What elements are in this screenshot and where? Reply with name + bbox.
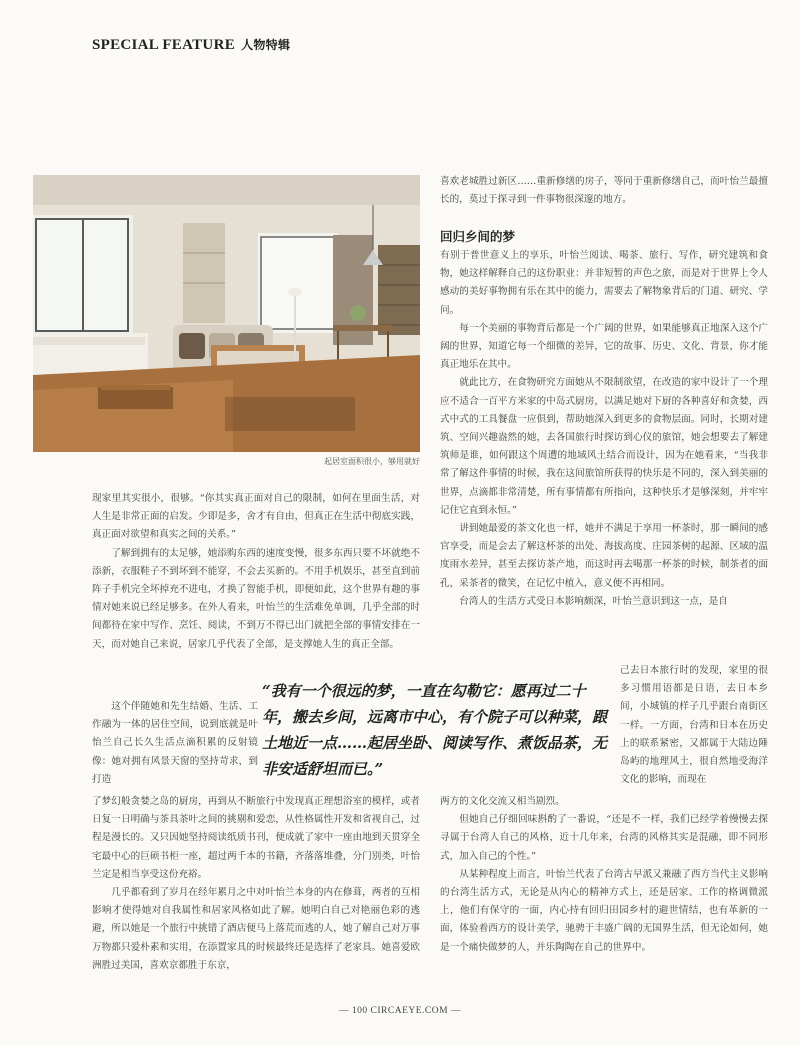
living-room-photo	[33, 175, 420, 452]
section-heading: 回归乡间的梦	[440, 229, 516, 244]
paragraph: 从某种程度上而言，叶怡兰代表了台湾古早派又兼融了西方当代主义影响的台湾生活方式，无论是从内心的精神方式上，还是居家、工作的格调微派上，他们有保守的一面，内心持有回归田园乡村的避世情结，也有革新的一面，体验着西方的设计美学，驰骋于丰盛广阔的无国界生活，但无论如何，她是一个痛快做梦的人，并乐陶陶在自己的世界中。	[440, 868, 768, 953]
right-column-top	[440, 173, 768, 209]
paragraph: 几乎都看到了岁月在经年累月之中对叶怡兰本身的内在修葺，两者的互相影响才使得她对自我属性和居家风格如此了解。她明白自己对艳丽色彩的逃避，所以她是一个旅行中挑错了酒店便马上落荒而逃的人，她了解自己对万事万物都只爱朴素和实用，在添置家具的时候最终还是选择了老家具。她喜爱欧洲胜过美国，喜欢京都胜于东京，	[92, 887, 420, 971]
paragraph: 就此比方，在食物研究方面她从不限制欲望，在改造的家中设计了一个理应不适合一百平方米家的中岛式厨房，以满足她对下厨的各种喜好和贪婪，西式中式的工具餐盘一应俱到，帮助她深入到更多的食物层面。同时，长期对建筑、空间兴趣盎然的她，去各国旅行时探访到心仪的旅馆，她会想要去了解建筑师是谁，如何跟这个周遭的地域风土结合而设计，因为在她看来，“当我非常了解这件事情的时候，我在这间旅馆所获得的快乐是不同的，深入到美丽的世界，点滴都非常清楚，所有事情都有所指向，这种快乐才是够深刻，并牢牢记住它直到永恒。”	[440, 377, 768, 516]
paragraph: 现家里其实很小，很够。“你其实真正面对自己的限制，如何在里面生活，对人生是非常正面的启发。少即是多，舍才有自由，但真正在生活中彻底实践，真正面对欲望和真实之间的关系。”	[92, 493, 420, 541]
right-column-bottom	[440, 793, 768, 957]
pull-quote: “我有一个很远的梦，一直在勾勒它：愿再过二十年，搬去乡间，远离市中心，有个院子可以种菜，跟土地近一点……起居坐卧、阅读写作、煮饭品茶，无非安适舒坦而已。”	[262, 682, 608, 778]
paragraph: 了解到拥有的太足够，她添购东西的速度变慢，很多东西只要不坏就绝不添新，衣服鞋子不到坏到不能穿，不会去买新的。不用手机娱乐，甚至直到前阵子手机完全坏掉充不进电，才换了智能手机，即便如此，这个世界有趣的事情对她来说已经足够多。在外人看来，叶怡兰的生活难免单调，几乎全部的时间都待在家中写作、烹饪、阅读，不到万不得已出门就把全部的事情安排在一天，而对她自己来说，居家几乎代表了全部，是支撑她人生的真正全部。	[92, 547, 420, 650]
paragraph: 每一个美丽的事物背后都是一个广阔的世界，如果能够真正地深入这个广阔的世界，知道它每一个细微的差异，它的故事、历史、文化、背景，你才能真正地乐在其中。	[440, 322, 768, 371]
header-title-en: SPECIAL FEATURE	[92, 37, 236, 53]
paragraph: 喜欢老城胜过新区……重新修缮的房子，等同于重新修缮自己，而叶怡兰最擅长的，莫过于探寻到一件事物很深邃的地方。	[440, 176, 768, 206]
photo-caption: 起居室面积很小，够用就好	[324, 457, 420, 466]
left-column-bottom	[92, 793, 420, 975]
page-folio: — 100 CIRCAEYE.COM —	[339, 1006, 461, 1016]
paragraph: 两方的文化交流又相当剧烈。	[440, 796, 565, 807]
left-column-narrow	[92, 698, 258, 789]
section-header	[92, 36, 290, 54]
paragraph: 台湾人的生活方式受日本影响颇深，叶怡兰意识到这一点，是自	[459, 595, 728, 607]
paragraph: 但她自己仔细回味斟酌了一番说，“还是不一样，我们已经学着慢慢去探寻属于台湾人自己的风格，近十几年来，台湾的风格其实是混融，即不同形式，加入自己的个性。”	[440, 814, 768, 862]
right-column-narrow	[620, 662, 768, 789]
paragraph: 有别于普世意义上的享乐，叶怡兰阅读、喝茶、旅行、写作，研究建筑和食物，她这样解释自己的这份职业：并非短暂的声色之旅，而是对于世界上令人感动的美好事物拥有乐在其中的能力，需要去了解物象背后的门道、研究、学问。	[440, 250, 768, 316]
right-column-main	[440, 247, 768, 611]
paragraph: 了梦幻般贪婪之岛的厨房，再到从不断旅行中发现真正理想浴室的模样，或者日复一日明确与茶具茶叶之间的挑剔和爱恋，从性格属性开发和省视自己，过程是漫长的。又只因她坚持阅读纸质书刊，便成就了家中一座由地到天贯穿全宅最中心的巨硕书柜一座，超过两千本的书籍，齐落落堆叠，分门别类，叶怡兰定是相当享受这份充裕。	[92, 796, 420, 880]
paragraph: 讲到她最爱的茶文化也一样，她并不满足于享用一杯茶时，那一瞬间的感官享受，而是会去了解这杯茶的出处、海拔高度、庄园茶树的起源、区域的温度雨水差异，甚至去探访茶产地，而这时再去喝那一杯茶的时候，制茶者的面孔，采茶者的微笑，在记忆中植入，意义便不再相同。	[440, 523, 768, 589]
paragraph: 己去日本旅行时的发现，家里的很多习惯用语都是日语，去日本乡间，小城镇的样子几乎跟台南街区一样。一方面，台湾和日本在历史上的联系紧密，又都属于大陆边陲岛屿的地理风土，很自然地受海洋文化的影响，而现在	[620, 665, 768, 786]
left-column-top	[92, 490, 420, 654]
paragraph: 这个伴随她和先生结婚、生活、工作融为一体的居住空间，说到底就是叶怡兰自己长久生活点滴积累的反射镜像：她对拥有风景天窗的坚持苛求，到打造	[92, 701, 258, 785]
header-title-zh: 人物特辑	[241, 38, 291, 52]
